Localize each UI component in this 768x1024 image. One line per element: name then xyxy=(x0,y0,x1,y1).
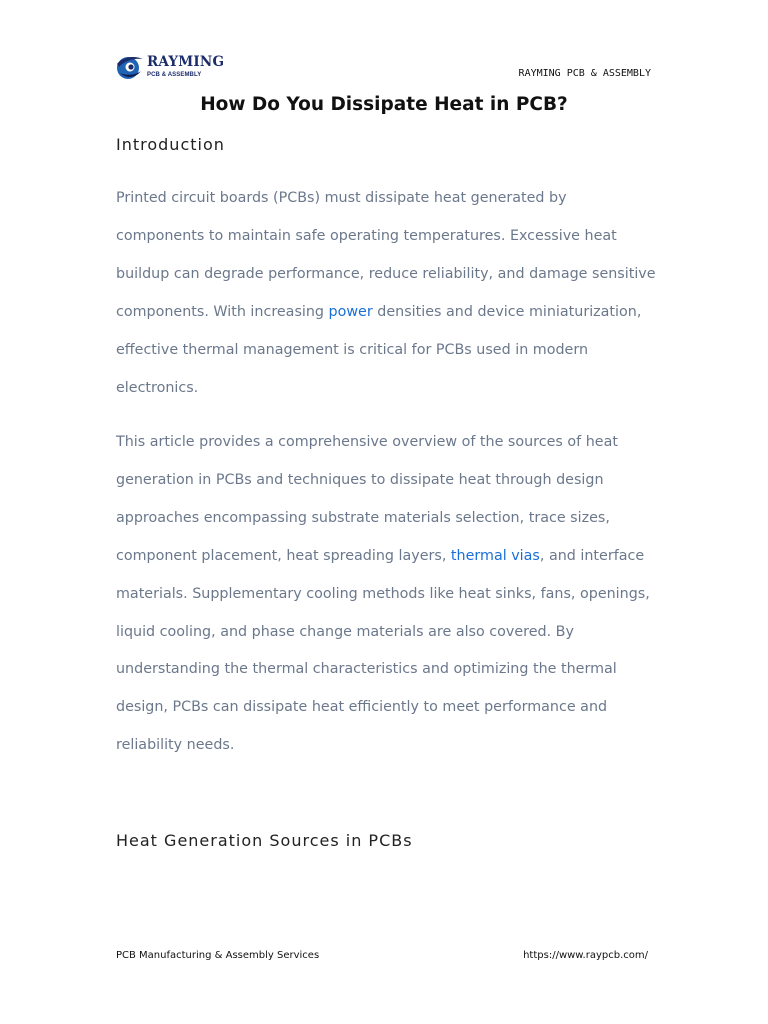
heat-generation-heading: Heat Generation Sources in PCBs xyxy=(116,831,413,850)
rayming-logo-icon xyxy=(114,53,144,81)
power-link[interactable]: power xyxy=(328,303,373,320)
header-company-name: RAYMING PCB & ASSEMBLY xyxy=(518,68,651,79)
footer-services: PCB Manufacturing & Assembly Services xyxy=(116,950,320,961)
footer-url[interactable]: https://www.raypcb.com/ xyxy=(523,950,648,961)
intro-paragraph-2 xyxy=(116,424,656,765)
intro-paragraph-1-text-a: Printed circuit boards (PCBs) must dissipate heat generated by components to maintain safe operating temperatures. Excessive heat buildup can degrade performance, reduce reliability, and damage sensitive components. With increasing xyxy=(116,190,656,320)
intro-paragraph-1 xyxy=(116,180,656,407)
logo-subtitle: PCB & ASSEMBLY xyxy=(147,71,202,78)
rayming-logo xyxy=(114,52,225,82)
intro-paragraph-2-text-b: , and interface materials. Supplementary cooling methods like heat sinks, fans, openings, liquid cooling, and phase change materials are also covered. By understanding the thermal characteristics and optimizing the thermal design, PCBs can dissipate heat efficiently to meet performance and reliability needs. xyxy=(116,547,650,754)
thermal-vias-link[interactable]: thermal vias xyxy=(450,547,540,564)
intro-paragraph-1-text-b: densities and device miniaturization, effective thermal management is critical for PCBs used in modern electronics. xyxy=(116,303,642,396)
introduction-heading: Introduction xyxy=(116,135,225,154)
logo-name: RAYMING xyxy=(147,54,225,71)
rayming-logo-text xyxy=(147,56,224,78)
intro-paragraph-2-text-a: This article provides a comprehensive overview of the sources of heat generation in PCBs and techniques to dissipate heat through design approaches encompassing substrate materials selection, trace sizes, component placement, heat spreading layers, xyxy=(116,434,618,564)
page-title: How Do You Dissipate Heat in PCB? xyxy=(200,94,568,115)
